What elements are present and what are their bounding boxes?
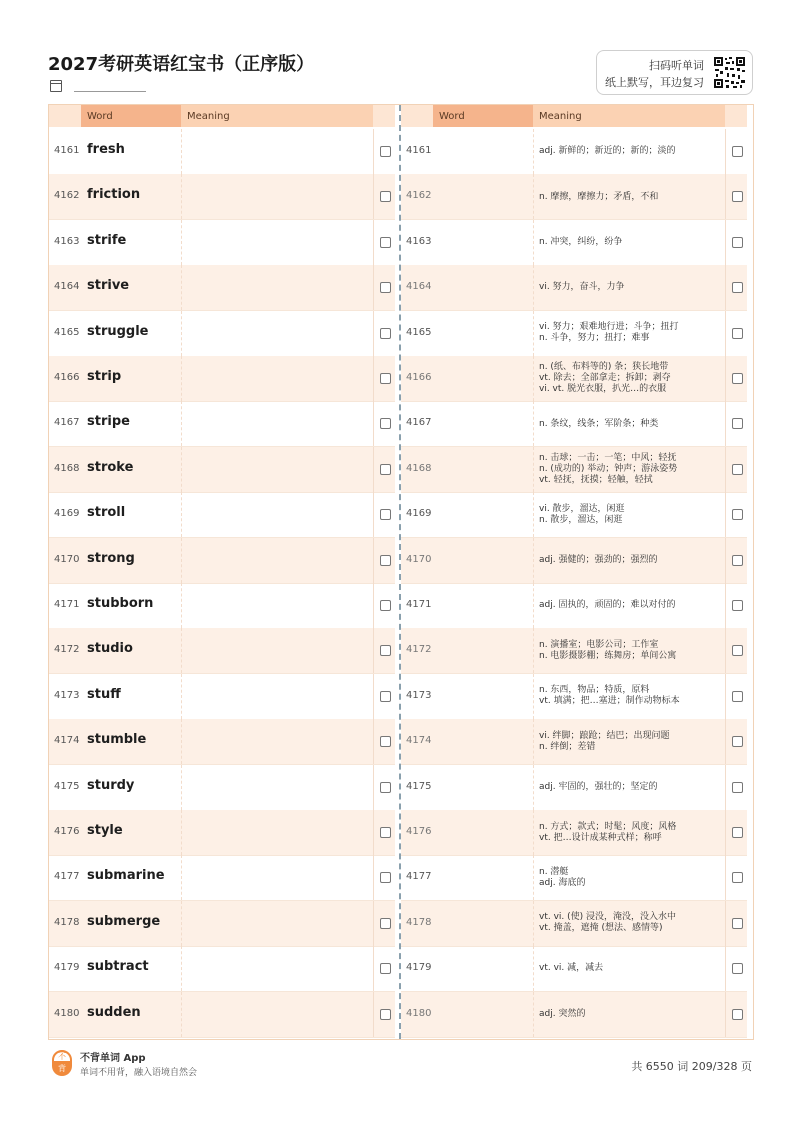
row-number: 4170 [54,553,80,565]
cell-separator [181,628,182,673]
cell-separator [181,946,182,991]
cell-separator [533,174,534,219]
row-word: sudden [87,1004,141,1020]
cell-separator [725,401,726,446]
cell-separator [725,265,726,310]
cell-separator [533,674,534,719]
header-check-cell [725,105,747,127]
cell-separator [181,265,182,310]
row-number: 4173 [406,689,432,701]
checkbox[interactable] [732,373,743,384]
cell-separator [725,538,726,583]
row-meaning: adj. 固执的，顽固的；难以对付的 [539,600,676,611]
row-meaning: adj. 突然的 [539,1008,586,1019]
word-column-left [49,105,395,1039]
page-info: 共 6550 词 209/328 页 [631,1060,752,1073]
date-blank-line [74,81,146,92]
checkbox[interactable] [732,464,743,475]
row-meaning: vi. 散步，溜达，闲逛 n. 散步，溜达，闲逛 [539,503,625,525]
checkbox[interactable] [732,509,743,520]
cell-separator [533,401,534,446]
checkbox[interactable] [380,282,391,293]
row-number: 4164 [406,281,432,293]
checkbox[interactable] [732,918,743,929]
cell-separator [181,719,182,764]
row-number: 4170 [406,553,432,565]
row-number: 4176 [406,826,432,837]
cell-separator [373,674,374,719]
header-meaning [533,105,725,127]
row-number: 4168 [54,462,80,474]
row-number: 4177 [406,871,432,883]
cell-separator [181,674,182,719]
row-number: 4179 [54,962,80,974]
row-number: 4161 [54,145,80,156]
row-word: friction [87,187,141,203]
word-table [48,104,754,1040]
cell-separator [725,356,726,401]
checkbox[interactable] [732,328,743,339]
checkbox[interactable] [732,1009,743,1020]
row-word: stroll [87,505,126,521]
row-meaning: adj. 强健的；强劲的；强烈的 [539,554,658,565]
row-meaning: n. 摩擦，摩擦力；矛盾，不和 [539,191,659,202]
checkbox[interactable] [732,736,743,747]
app-logo [52,1050,72,1076]
app-name: 不背单词 App [80,1053,146,1064]
cell-separator [181,583,182,628]
cell-separator [373,765,374,810]
row-word: stubborn [87,596,154,611]
table-row [401,628,747,674]
checkbox[interactable] [380,963,391,974]
row-number: 4166 [406,372,432,383]
row-word: studio [87,641,133,657]
cell-separator [725,810,726,855]
table-row [49,265,395,311]
checkbox[interactable] [732,600,743,611]
row-number: 4178 [406,916,432,928]
cell-separator [181,129,182,174]
cell-separator [181,810,182,855]
row-number: 4174 [406,735,432,747]
row-number: 4166 [54,372,80,383]
header-num-cell [401,105,433,127]
cell-separator [373,129,374,174]
checkbox[interactable] [380,237,391,248]
cell-separator [373,992,374,1037]
cell-separator [373,265,374,310]
cell-separator [725,628,726,673]
row-number: 4177 [54,871,80,883]
checkbox[interactable] [380,191,391,202]
checkbox[interactable] [380,782,391,793]
cell-separator [373,174,374,219]
cell-separator [725,674,726,719]
row-number: 4180 [54,1007,80,1019]
cell-separator [373,901,374,946]
cell-separator [533,311,534,356]
row-number: 4162 [54,190,80,202]
cell-separator [533,901,534,946]
row-meaning: vt. vi. (使) 浸没，淹没，没入水中 vt. 掩盖，遮掩 (想法、感情等) [539,912,677,934]
row-number: 4175 [406,780,432,792]
row-meaning: n. 方式；款式；时髦；风度；风格 vt. 把…设计成某种式样；称呼 [539,821,677,843]
row-number: 4161 [406,145,432,156]
checkbox[interactable] [732,146,743,157]
table-row [49,311,395,357]
table-row [401,129,747,175]
cell-separator [533,447,534,492]
row-number: 4167 [406,417,432,429]
header-word-label: Word [87,111,113,122]
checkbox[interactable] [380,373,391,384]
cell-separator [181,356,182,401]
checkbox[interactable] [380,418,391,429]
row-number: 4172 [406,644,432,656]
checkbox[interactable] [380,464,391,475]
row-number: 4179 [406,962,432,974]
cell-separator [725,174,726,219]
table-header-left [49,105,395,127]
row-word: stroke [87,459,134,475]
cell-separator [181,492,182,537]
row-word: submerge [87,913,161,929]
header-num-cell [49,105,81,127]
calendar-icon [50,80,62,92]
table-row [49,401,395,447]
meaning-column-right [401,105,747,1039]
table-row [401,719,747,765]
cell-separator [533,992,534,1037]
cell-separator [373,492,374,537]
cell-separator [533,628,534,673]
table-row [401,447,747,493]
row-number: 4171 [54,599,80,610]
table-row [49,719,395,765]
date-row [50,80,146,92]
cell-separator [725,901,726,946]
cell-separator [181,765,182,810]
cell-separator [533,265,534,310]
table-row [401,356,747,402]
checkbox[interactable] [732,827,743,838]
table-row [401,583,747,629]
row-meaning: vi. 努力；艰难地行进；斗争；扭打 n. 斗争，努力；扭打；难事 [539,322,679,344]
cell-separator [181,855,182,900]
header-word-label: Word [439,111,465,122]
cell-separator [533,719,534,764]
checkbox[interactable] [380,1009,391,1020]
row-number: 4163 [406,235,432,247]
table-row [401,855,747,901]
cell-separator [181,992,182,1037]
header-check-cell [373,105,395,127]
table-row [49,538,395,584]
table-row [49,356,395,402]
table-row [49,946,395,992]
table-row [49,583,395,629]
cell-separator [181,220,182,265]
row-word: fresh [87,142,125,157]
row-meaning: vt. vi. 减，减去 [539,963,604,974]
table-row [49,765,395,811]
table-row [49,129,395,175]
table-row [401,946,747,992]
cell-separator [181,311,182,356]
app-slogan: 单词不用背，融入语境自然会 [80,1068,198,1078]
checkbox[interactable] [732,963,743,974]
cell-separator [181,538,182,583]
header-word [81,105,181,127]
cell-separator [373,401,374,446]
row-word: submarine [87,868,165,884]
row-meaning: n. 冲突，纠纷，纷争 [539,236,623,247]
cell-separator [181,447,182,492]
cell-separator [533,129,534,174]
row-number: 4180 [406,1007,432,1019]
row-number: 4165 [406,326,432,338]
cell-separator [373,538,374,583]
table-row [401,810,747,856]
logo-top: 不 [52,1050,72,1063]
cell-separator [725,719,726,764]
cell-separator [373,447,374,492]
cell-separator [181,401,182,446]
cell-separator [533,356,534,401]
table-row [401,265,747,311]
table-row [401,220,747,266]
cell-separator [533,492,534,537]
cell-separator [725,992,726,1037]
checkbox[interactable] [732,645,743,656]
row-number: 4173 [54,689,80,701]
table-row [49,855,395,901]
row-number: 4164 [54,281,80,293]
checkbox[interactable] [380,328,391,339]
cell-separator [725,447,726,492]
checkbox[interactable] [732,555,743,566]
table-header-right [401,105,747,127]
qr-card[interactable] [596,50,753,95]
row-number: 4175 [54,780,80,792]
cell-separator [181,174,182,219]
cell-separator [725,492,726,537]
table-row [401,901,747,947]
row-meaning: n. 击球；一击；一笔；中风；轻抚 n. (成功的) 举动；钟声；游泳姿势 vt. 轻抚，抚摸；轻触，轻拭 [539,452,678,485]
row-number: 4162 [406,190,432,202]
checkbox[interactable] [732,282,743,293]
row-meaning: vi. 努力，奋斗，力争 [539,282,625,293]
row-word: style [87,823,123,838]
checkbox[interactable] [380,918,391,929]
header-meaning-label: Meaning [187,111,230,122]
table-row [49,901,395,947]
row-meaning: n. 条纹，线条；军阶条；种类 [539,418,659,429]
logo-bottom: 背 [52,1063,72,1076]
row-number: 4171 [406,599,432,610]
checkbox[interactable] [732,418,743,429]
cell-separator [181,901,182,946]
cell-separator [373,311,374,356]
cell-separator [725,220,726,265]
cell-separator [725,765,726,810]
cell-separator [725,946,726,991]
header-meaning [181,105,373,127]
cell-separator [533,583,534,628]
row-word: strong [87,550,135,566]
row-word: sturdy [87,777,135,793]
row-meaning: n. 潜艇 adj. 海底的 [539,867,586,889]
row-meaning: adj. 新鲜的；新近的；新的；淡的 [539,146,676,157]
row-meaning: vi. 绊脚；踉跄；结巴；出现问题 n. 绊倒；差错 [539,730,670,752]
table-row [49,810,395,856]
table-row [49,492,395,538]
checkbox[interactable] [380,827,391,838]
table-row [401,492,747,538]
table-row [49,447,395,493]
checkbox[interactable] [732,691,743,702]
row-word: stumble [87,732,147,748]
table-row [401,538,747,584]
cell-separator [725,129,726,174]
header-word [433,105,533,127]
cell-separator [373,719,374,764]
row-word: subtract [87,959,149,975]
checkbox[interactable] [732,191,743,202]
cell-separator [373,220,374,265]
table-row [49,674,395,720]
cell-separator [533,538,534,583]
cell-separator [533,220,534,265]
row-number: 4169 [406,508,432,520]
cell-separator [533,765,534,810]
cell-separator [533,855,534,900]
row-word: stripe [87,414,130,430]
checkbox[interactable] [380,555,391,566]
row-number: 4165 [54,326,80,338]
cell-separator [725,311,726,356]
row-word: struggle [87,323,149,339]
page-title: 2027考研英语红宝书（正序版） [48,54,315,75]
qr-caption-1: 扫码听单词 [649,59,704,72]
row-number: 4176 [54,826,80,837]
row-number: 4178 [54,916,80,928]
checkbox[interactable] [380,600,391,611]
row-number: 4172 [54,644,80,656]
cell-separator [533,946,534,991]
row-number: 4168 [406,462,432,474]
table-row [401,765,747,811]
checkbox[interactable] [380,736,391,747]
row-word: stuff [87,686,121,702]
checkbox[interactable] [380,509,391,520]
cell-separator [373,855,374,900]
table-row [401,174,747,220]
table-row [401,311,747,357]
checkbox[interactable] [380,691,391,702]
row-number: 4167 [54,417,80,429]
checkbox[interactable] [380,872,391,883]
table-row [401,992,747,1038]
table-row [49,220,395,266]
cell-separator [373,946,374,991]
qr-code-icon[interactable] [713,56,746,89]
row-meaning: n. (纸、布料等的) 条；狭长地带 vt. 除去；全部拿走；拆卸；剥夺 vi. vt. 脱光衣服，扒光…的衣服 [539,362,671,395]
table-row [49,174,395,220]
row-word: strip [87,369,122,384]
qr-caption-2: 纸上默写，耳边复习 [605,76,704,89]
cell-separator [373,583,374,628]
row-number: 4169 [54,508,80,520]
row-meaning: n. 东西，物品；特质，原料 vt. 填满；把…塞进；制作动物标本 [539,685,680,707]
row-meaning: n. 演播室；电影公司；工作室 n. 电影摄影棚；练舞房；单间公寓 [539,640,677,662]
checkbox[interactable] [380,645,391,656]
header-meaning-label: Meaning [539,111,582,122]
table-row [401,674,747,720]
cell-separator [725,855,726,900]
row-word: strife [87,232,127,248]
checkbox[interactable] [732,237,743,248]
cell-separator [373,356,374,401]
cell-separator [373,628,374,673]
table-row [401,401,747,447]
cell-separator [373,810,374,855]
cell-separator [533,810,534,855]
row-number: 4174 [54,735,80,747]
checkbox[interactable] [380,146,391,157]
row-word: strive [87,278,130,294]
table-row [49,628,395,674]
row-meaning: adj. 牢固的，强壮的；坚定的 [539,781,658,792]
row-number: 4163 [54,235,80,247]
checkbox[interactable] [732,782,743,793]
cell-separator [725,583,726,628]
table-row [49,992,395,1038]
checkbox[interactable] [732,872,743,883]
